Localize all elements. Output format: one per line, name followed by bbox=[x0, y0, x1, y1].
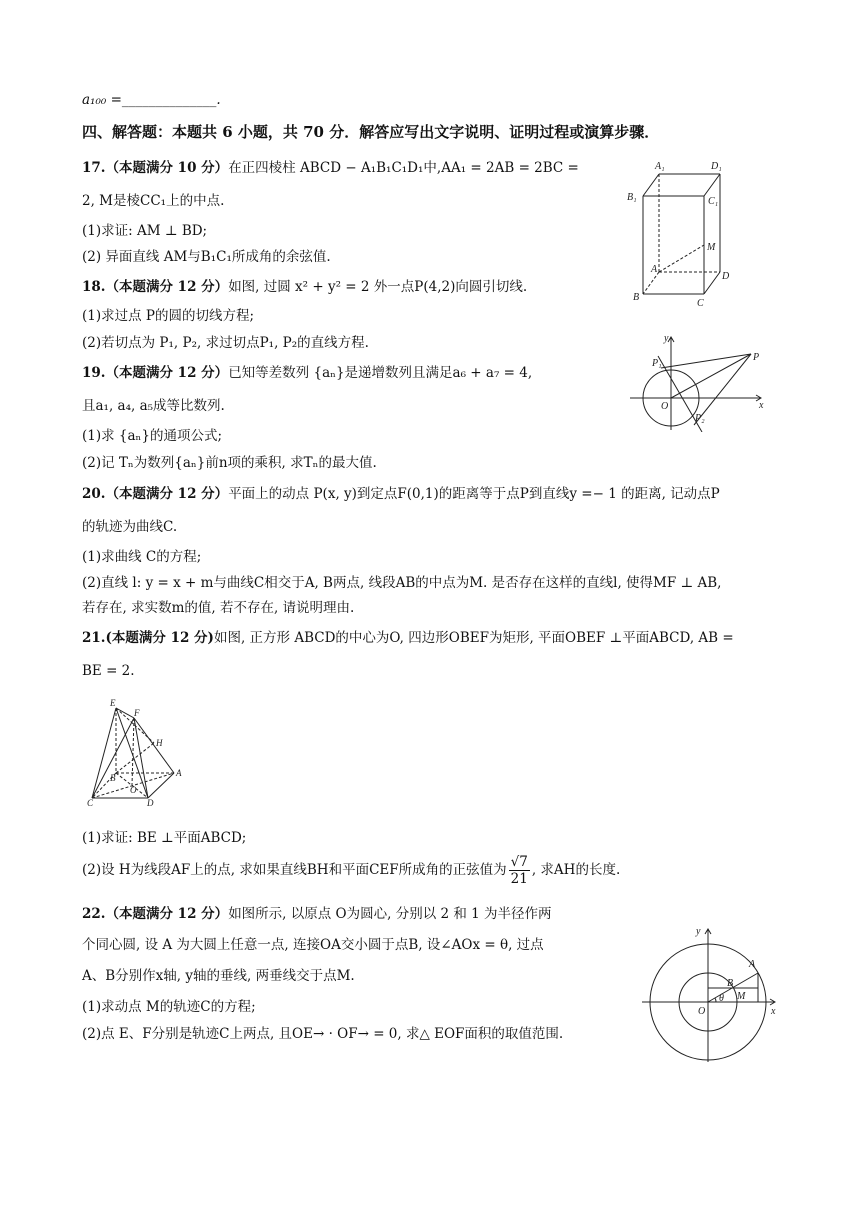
q19-part2: (2)记 Tₙ为数列{aₙ}前n项的乘积, 求Tₙ的最大值. bbox=[82, 455, 377, 471]
q17-label: 17.（本题满分 10 分） bbox=[82, 160, 229, 176]
label-O: O bbox=[661, 401, 669, 412]
label-O: O bbox=[698, 1006, 706, 1017]
label-P2: P₂ bbox=[695, 413, 705, 424]
label-D1: D₁ bbox=[711, 161, 722, 172]
label-C: C bbox=[697, 298, 704, 308]
label-E: E bbox=[110, 698, 116, 708]
q22-line3: A、B分别作x轴, y轴的垂线, 两垂线交于点M. bbox=[82, 968, 355, 984]
q17-text1: 在正四棱柱 ABCD − A₁B₁C₁D₁中,AA₁ = 2AB = 2BC = bbox=[228, 160, 579, 176]
q22-part2: (2)点 E、F分别是轨迹C上两点, 且OE→ · OF→ = 0, 求△ EOF面积的取值范围. bbox=[82, 1026, 564, 1042]
q19-part1: (1)求 {aₙ}的通项公式; bbox=[82, 428, 223, 444]
q21-line1 bbox=[82, 629, 734, 647]
q21-part2 bbox=[82, 854, 620, 887]
label-B: B bbox=[110, 773, 116, 783]
q19-line2: 且a₁, a₄, a₅成等比数列. bbox=[82, 398, 225, 414]
label-A: A bbox=[176, 768, 182, 778]
q21-text1: 如图, 正方形 ABCD的中心为O, 四边形OBEF为矩形, 平面OBEF ⊥平面ABCD, AB = bbox=[213, 630, 734, 646]
label-D: D bbox=[722, 271, 730, 282]
q20-part2: (2)直线 l: y = x + m与曲线C相交于A, B两点, 线段AB的中点为M. 是否存在这样的直线l, 使得MF ⊥ AB, bbox=[82, 575, 722, 591]
fraction-denominator: 21 bbox=[510, 871, 528, 887]
concentric-circles-figure bbox=[640, 922, 782, 1064]
label-C1: C₁ bbox=[708, 196, 719, 207]
label-A: A bbox=[749, 959, 756, 970]
label-F: F bbox=[134, 708, 140, 718]
label-A: A bbox=[651, 264, 658, 275]
fraction-numerator: √7 bbox=[510, 854, 528, 870]
label-B1: B₁ bbox=[627, 192, 637, 203]
q21-part2-text-b: , 求AH的长度. bbox=[531, 862, 621, 878]
q22-line1 bbox=[82, 905, 552, 923]
q21-label: 21.(本题满分 12 分) bbox=[82, 630, 214, 646]
label-H: H bbox=[156, 738, 163, 748]
label-O: O bbox=[130, 785, 137, 795]
q18-part2: (2)若切点为 P₁, P₂, 求过切点P₁, P₂的直线方程. bbox=[82, 335, 369, 351]
q21-part1: (1)求证: BE ⊥平面ABCD; bbox=[82, 830, 247, 846]
label-A1: A₁ bbox=[655, 161, 665, 172]
label-M: M bbox=[737, 991, 746, 1002]
q18-line1 bbox=[82, 278, 527, 296]
q21-part2-text-a: (2)设 H为线段AF上的点, 求如果直线BH和平面CEF所成角的正弦值为 bbox=[82, 862, 507, 878]
q17-line1 bbox=[82, 159, 579, 177]
q20-line2: 的轨迹为曲线C. bbox=[82, 519, 178, 535]
prev-answer-blank: a₁₀₀ =______________. bbox=[82, 92, 221, 108]
q22-line2: 个同心圆, 设 A 为大圆上任意一点, 连接OA交小圆于点B, 设∠AOx = θ, 过点 bbox=[82, 937, 544, 953]
q22-text1: 如图所示, 以原点 O为圆心, 分别以 2 和 1 为半径作两 bbox=[228, 906, 552, 922]
q17-line2: 2, M是棱CC₁上的中点. bbox=[82, 193, 225, 209]
label-y: y bbox=[664, 333, 669, 344]
label-M: M bbox=[707, 242, 716, 253]
q19-label: 19.（本题满分 12 分） bbox=[82, 365, 229, 381]
q20-text1: 平面上的动点 P(x, y)到定点F(0,1)的距离等于点P到直线y =− 1 的距离, 记动点P bbox=[228, 486, 720, 502]
q17-part2: (2) 异面直线 AM与B₁C₁所成角的余弦值. bbox=[82, 249, 331, 265]
label-y: y bbox=[696, 926, 701, 937]
q20-line1 bbox=[82, 485, 720, 503]
label-P: P bbox=[753, 352, 760, 363]
prism-figure bbox=[625, 158, 735, 308]
solid-figure bbox=[84, 698, 184, 810]
circle-tangent-figure bbox=[628, 332, 770, 432]
q18-label: 18.（本题满分 12 分） bbox=[82, 279, 229, 295]
label-D: D bbox=[147, 798, 154, 808]
q20-label: 20.（本题满分 12 分） bbox=[82, 486, 229, 502]
q19-line1 bbox=[82, 364, 532, 382]
q20-part1: (1)求曲线 C的方程; bbox=[82, 549, 202, 565]
q22-label: 22.（本题满分 12 分） bbox=[82, 906, 229, 922]
sqrt7-over-21-fraction bbox=[509, 854, 530, 887]
q22-part1: (1)求动点 M的轨迹C的方程; bbox=[82, 999, 256, 1015]
label-x: x bbox=[759, 400, 764, 411]
q19-text1: 已知等差数列 {aₙ}是递增数列且满足a₆ + a₇ = 4, bbox=[228, 365, 533, 381]
label-theta: θ bbox=[719, 993, 724, 1004]
q18-part1: (1)求过点 P的圆的切线方程; bbox=[82, 308, 255, 324]
label-C: C bbox=[87, 798, 94, 808]
section-title: 四、解答题：本题共 6 小题，共 70 分．解答应写出文字说明、证明过程或演算步骤． bbox=[82, 123, 660, 141]
q21-line2: BE = 2. bbox=[82, 663, 135, 679]
label-B: B bbox=[633, 292, 640, 303]
q20-part3: 若存在, 求实数m的值, 若不存在, 请说明理由. bbox=[82, 600, 355, 616]
q18-text1: 如图, 过圆 x² + y² = 2 外一点P(4,2)向圆引切线. bbox=[228, 279, 528, 295]
q17-part1: (1)求证: AM ⊥ BD; bbox=[82, 223, 208, 239]
label-P1: P₁ bbox=[652, 358, 662, 369]
label-x: x bbox=[771, 1006, 776, 1017]
label-B: B bbox=[727, 978, 734, 989]
